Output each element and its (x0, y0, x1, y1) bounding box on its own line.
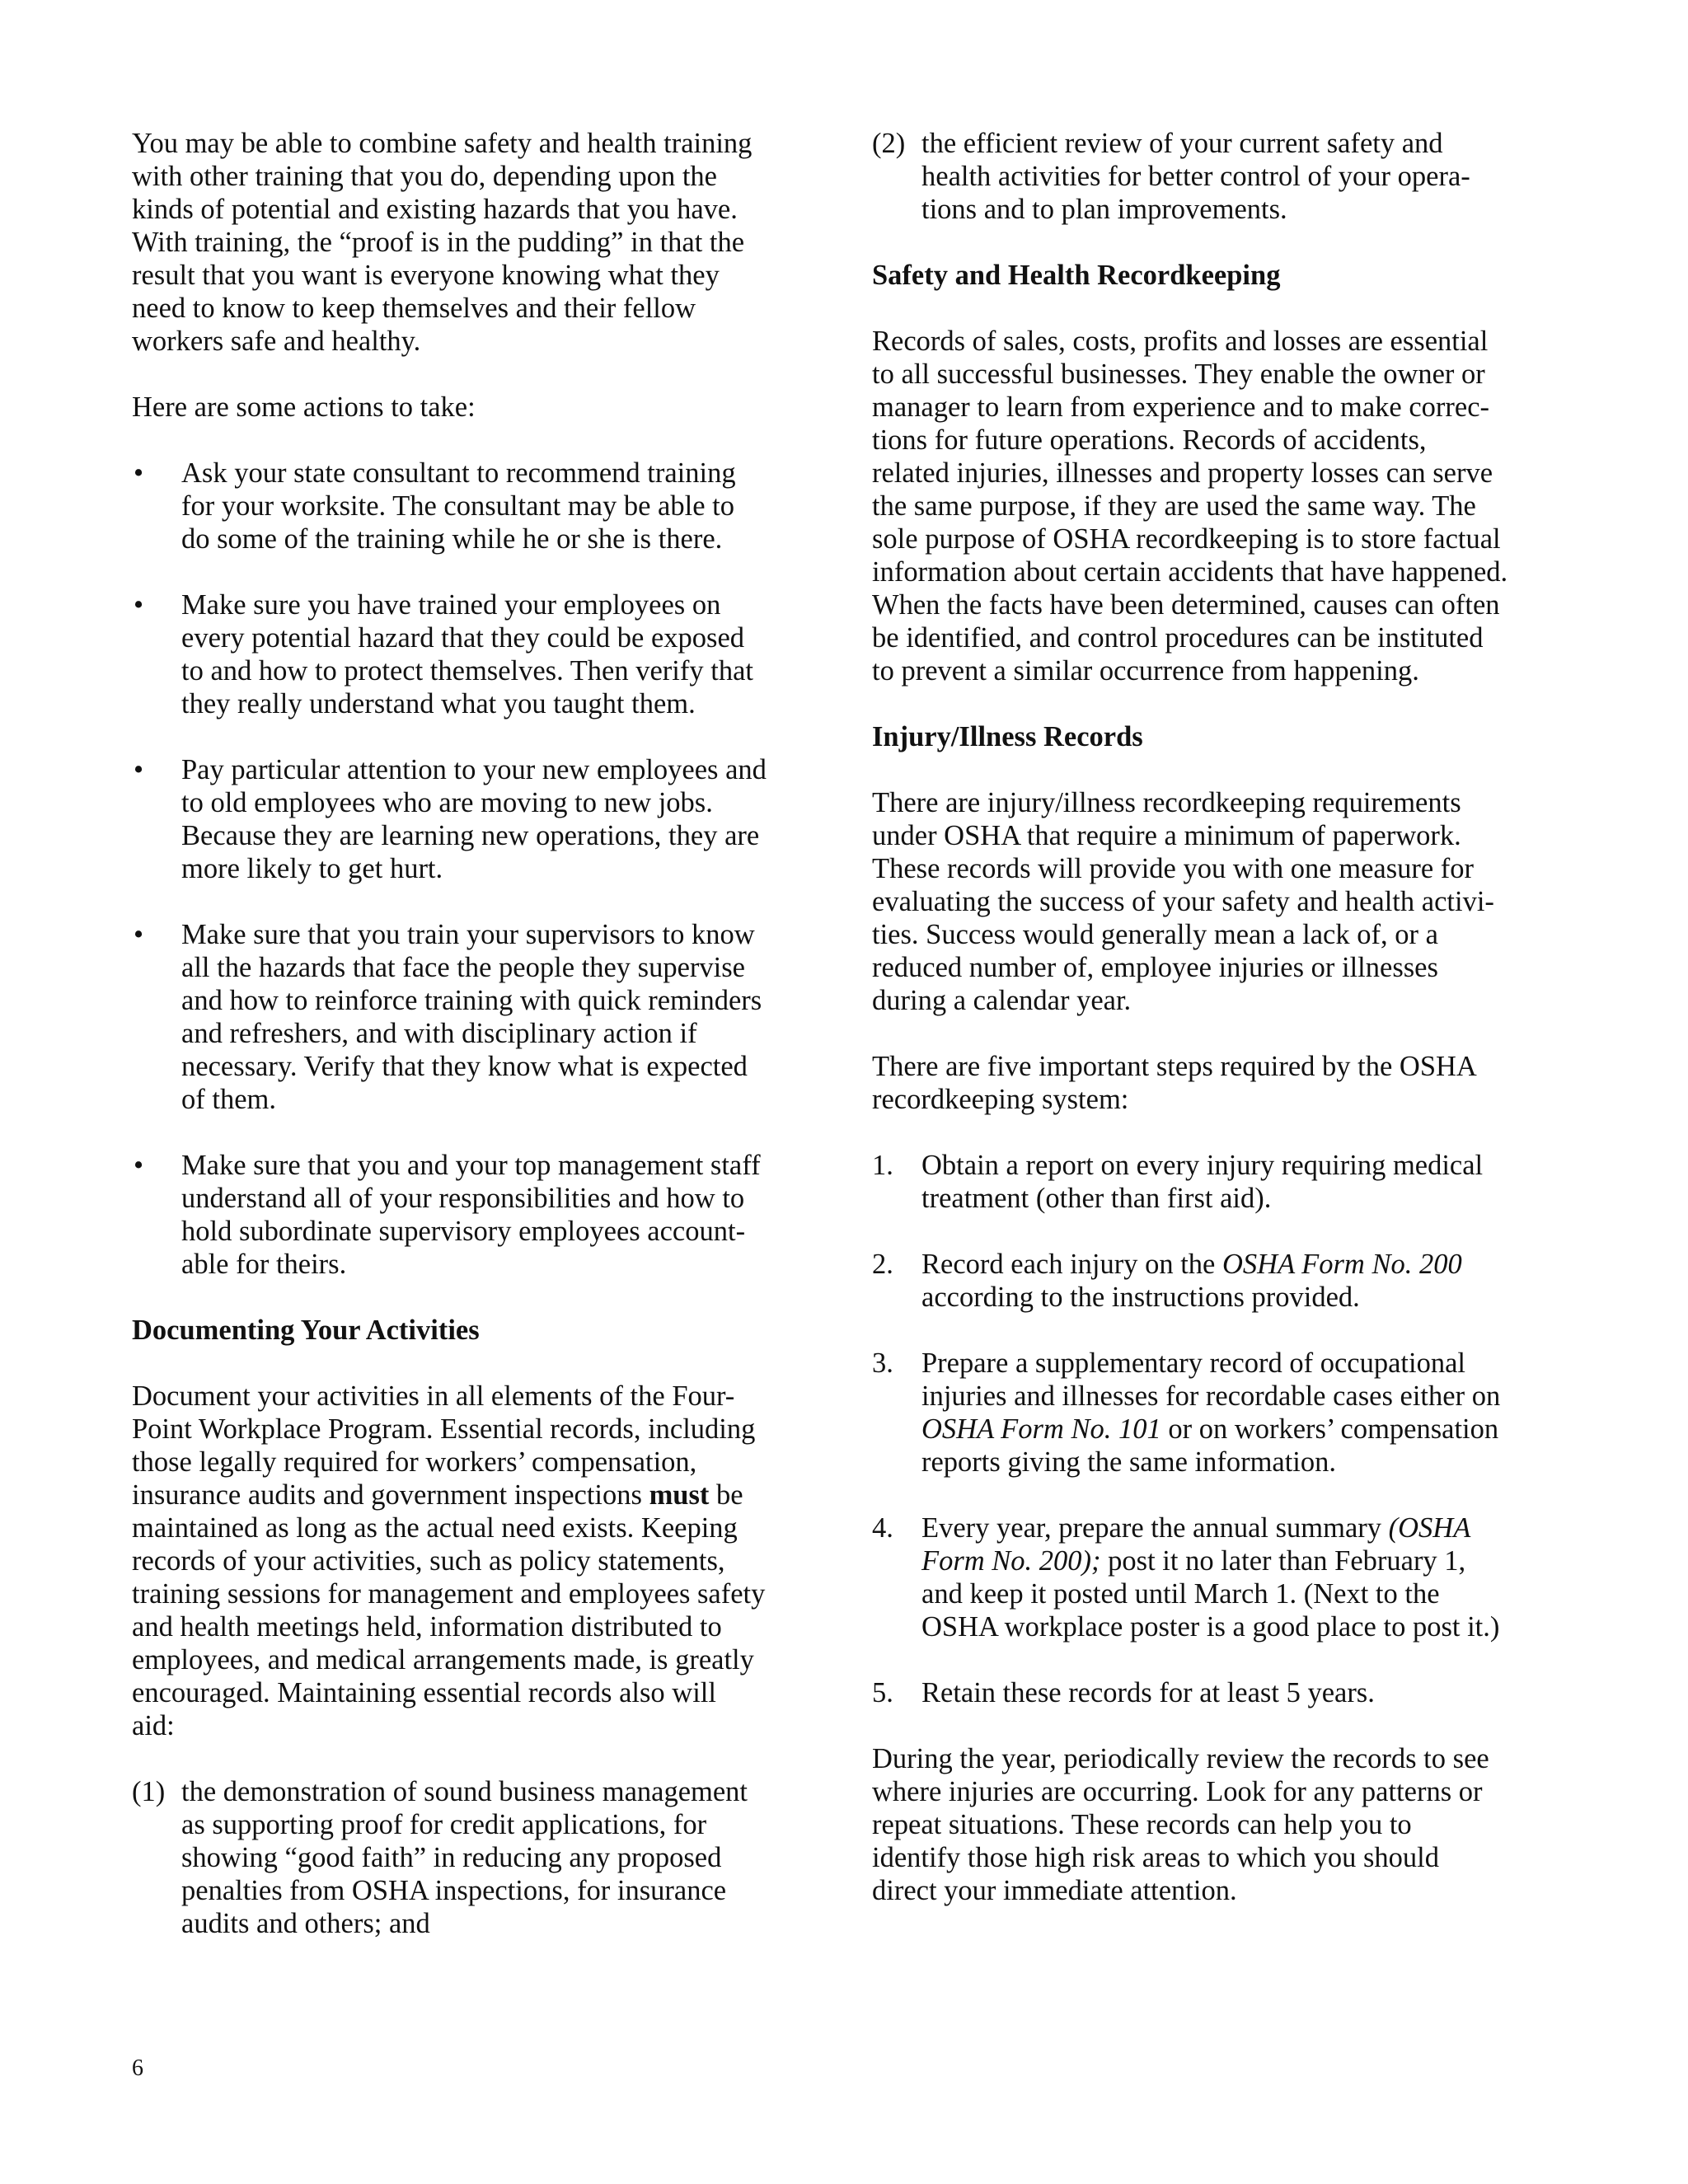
text-line: audits and others; and (181, 1908, 430, 1939)
injury-paragraph (872, 786, 1564, 1017)
text-line: need to know to keep themselves and their fellow (132, 293, 696, 324)
text-line: health activities for better control of your opera- (921, 161, 1470, 192)
text-line: all the hazards that face the people they supervise (181, 952, 745, 983)
text-line: the demonstration of sound business management (181, 1776, 748, 1807)
text-line: There are five important steps required by the OSHA (872, 1051, 1477, 1082)
text-line: the same purpose, if they are used the same way. The (872, 490, 1476, 522)
text-line: and refreshers, and with disciplinary action if (181, 1018, 697, 1049)
text-line: recordkeeping system: (872, 1084, 1129, 1115)
text-line: result that you want is everyone knowing what they (132, 260, 720, 291)
text-line: Document your activities in all elements of the Four- (132, 1380, 735, 1412)
text-line: training sessions for management and employees safety (132, 1578, 766, 1610)
steps-intro (872, 1050, 1564, 1116)
text-line: kinds of potential and existing hazards that you have. (132, 194, 738, 225)
list-marker: (2) (872, 128, 906, 159)
text-line: When the facts have been determined, causes can often (872, 589, 1500, 621)
text-line: to old employees who are moving to new jobs. (181, 787, 713, 818)
text-line: With training, the “proof is in the pudding” in that the (132, 227, 745, 258)
list-marker: 5. (872, 1677, 893, 1708)
bullet-item (132, 588, 828, 720)
text-line: Obtain a report on every injury requiring medical (921, 1150, 1484, 1181)
bullet-icon: • (134, 457, 144, 489)
list-marker: 3. (872, 1347, 893, 1379)
text-line: direct your immediate attention. (872, 1875, 1237, 1906)
text-run: be (709, 1479, 743, 1511)
text-run: post it no later than February 1, (1100, 1545, 1466, 1577)
text-line: showing “good faith” in reducing any proposed (181, 1842, 722, 1873)
list-marker: 4. (872, 1512, 893, 1544)
text-line: records of your activities, such as policy statements, (132, 1545, 725, 1577)
text-line: workers safe and healthy. (132, 326, 421, 357)
aid-list-item (872, 127, 1564, 226)
text-run: insurance audits and government inspections (132, 1479, 649, 1511)
text-line: understand all of your responsibilities and how to (181, 1183, 745, 1214)
text-line: maintained as long as the actual need exists. Keeping (132, 1512, 738, 1544)
text-line (921, 1544, 1564, 1577)
text-line: You may be able to combine safety and health training (132, 128, 753, 159)
text-line: Records of sales, costs, profits and losses are essential (872, 326, 1489, 357)
text-line: of them. (181, 1084, 276, 1115)
text-line: to all successful businesses. They enable the owner or (872, 359, 1485, 390)
text-line: Prepare a supplementary record of occupational (921, 1347, 1465, 1379)
text-line: Make sure that you train your supervisors to know (181, 919, 755, 950)
section-heading-injury-records: Injury/Illness Records (872, 721, 1143, 752)
text-line: Point Workplace Program. Essential records, including (132, 1413, 756, 1445)
step-item-4 (872, 1511, 1564, 1643)
bullet-item (132, 753, 828, 885)
text-line (921, 1248, 1564, 1281)
step-item-2 (872, 1248, 1564, 1314)
text-line: to and how to protect themselves. Then verify that (181, 655, 753, 687)
text-line: treatment (other than first aid). (921, 1183, 1272, 1214)
documenting-paragraph (132, 1380, 828, 1742)
bullet-item (132, 918, 828, 1116)
section-heading-recordkeeping: Safety and Health Recordkeeping (872, 260, 1281, 291)
recordkeeping-paragraph (872, 325, 1564, 687)
text-line: penalties from OSHA inspections, for insurance (181, 1875, 727, 1906)
text-line: every potential hazard that they could be exposed (181, 622, 745, 654)
step-item-3 (872, 1347, 1564, 1479)
text-line: There are injury/illness recordkeeping requirements (872, 787, 1461, 818)
text-line: and how to reinforce training with quick reminders (181, 985, 762, 1016)
text-line: These records will provide you with one measure for (872, 853, 1475, 884)
text-line: related injuries, illnesses and property losses can serve (872, 457, 1493, 489)
text-line: do some of the training while he or she is there. (181, 523, 723, 555)
section-heading-documenting: Documenting Your Activities (132, 1315, 480, 1346)
text-run: Every year, prepare the annual summary (921, 1512, 1389, 1544)
text-line: OSHA workplace poster is a good place to post it.) (921, 1611, 1500, 1643)
page-number: 6 (132, 2055, 143, 2081)
text-run: or on workers’ compensation (1160, 1413, 1499, 1445)
text-line: according to the instructions provided. (921, 1282, 1360, 1313)
text-run: Record each injury on the (921, 1249, 1222, 1280)
text-line: to prevent a similar occurrence from happening. (872, 655, 1419, 687)
text-line: Pay particular attention to your new employees and (181, 754, 767, 785)
bullet-icon: • (134, 919, 144, 950)
emphasis-must: must (649, 1479, 710, 1511)
text-line: identify those high risk areas to which you should (872, 1842, 1439, 1873)
text-line (921, 1413, 1564, 1446)
text-line: hold subordinate supervisory employees account- (181, 1216, 746, 1247)
text-line: During the year, periodically review the records to see (872, 1743, 1489, 1774)
list-marker: (1) (132, 1776, 166, 1807)
text-line: reduced number of, employee injuries or illnesses (872, 952, 1438, 983)
text-line: sole purpose of OSHA recordkeeping is to store factual (872, 523, 1501, 555)
aid-list-item (132, 1775, 828, 1940)
text-line: able for theirs. (181, 1249, 347, 1280)
bullet-icon: • (134, 589, 144, 621)
text-line: tions for future operations. Records of accidents, (872, 424, 1427, 456)
bullet-item (132, 1149, 828, 1281)
right-column (872, 127, 1564, 1940)
text-line: Make sure that you and your top management staff (181, 1150, 761, 1181)
text-line: be identified, and control procedures can be instituted (872, 622, 1484, 654)
text-line: with other training that you do, depending upon the (132, 161, 717, 192)
text-line: and health meetings held, information distributed to (132, 1611, 722, 1643)
text-line: encouraged. Maintaining essential records also will (132, 1677, 716, 1708)
form-reference: (OSHA (1388, 1512, 1471, 1544)
text-line: repeat situations. These records can help you to (872, 1809, 1412, 1840)
list-marker: 1. (872, 1150, 893, 1181)
step-item-5 (872, 1676, 1564, 1709)
text-line: aid: (132, 1710, 175, 1741)
form-reference: OSHA Form No. 101 (921, 1413, 1161, 1445)
closing-paragraph (872, 1742, 1564, 1907)
text-line: information about certain accidents that have happened. (872, 556, 1508, 588)
text-line: for your worksite. The consultant may be able to (181, 490, 734, 522)
text-line: injuries and illnesses for recordable cases either on (921, 1380, 1501, 1412)
bullet-icon: • (134, 754, 144, 785)
intro-paragraph (132, 127, 828, 358)
text-line (132, 1479, 828, 1511)
left-column (132, 127, 828, 1973)
text-line: during a calendar year. (872, 985, 1132, 1016)
text-line: tions and to plan improvements. (921, 194, 1287, 225)
text-line: those legally required for workers’ compensation, (132, 1446, 697, 1478)
actions-intro: Here are some actions to take: (132, 391, 476, 423)
text-line: Make sure you have trained your employees on (181, 589, 721, 621)
text-line: the efficient review of your current safety and (921, 128, 1443, 159)
text-line: and keep it posted until March 1. (Next to the (921, 1578, 1440, 1610)
bullet-item (132, 457, 828, 555)
form-reference: OSHA Form No. 200 (1222, 1249, 1462, 1280)
text-line: where injuries are occurring. Look for any patterns or (872, 1776, 1483, 1807)
text-line: ties. Success would generally mean a lack of, or a (872, 919, 1438, 950)
text-line: under OSHA that require a minimum of paperwork. (872, 820, 1461, 851)
step-item-1 (872, 1149, 1564, 1215)
list-marker: 2. (872, 1249, 893, 1280)
text-line: manager to learn from experience and to make correc- (872, 391, 1490, 423)
bullet-icon: • (134, 1150, 144, 1181)
text-line: necessary. Verify that they know what is expected (181, 1051, 748, 1082)
text-line: more likely to get hurt. (181, 853, 443, 884)
text-line (921, 1511, 1564, 1544)
text-line: as supporting proof for credit applications, for (181, 1809, 707, 1840)
form-reference: Form No. 200); (921, 1545, 1101, 1577)
text-line: Ask your state consultant to recommend training (181, 457, 736, 489)
text-line: Retain these records for at least 5 years. (921, 1677, 1375, 1708)
text-line: employees, and medical arrangements made, is greatly (132, 1644, 754, 1675)
text-line: Because they are learning new operations, they are (181, 820, 760, 851)
text-line: evaluating the success of your safety and health activi- (872, 886, 1494, 917)
text-line: they really understand what you taught them. (181, 688, 696, 719)
text-line: reports giving the same information. (921, 1446, 1337, 1478)
